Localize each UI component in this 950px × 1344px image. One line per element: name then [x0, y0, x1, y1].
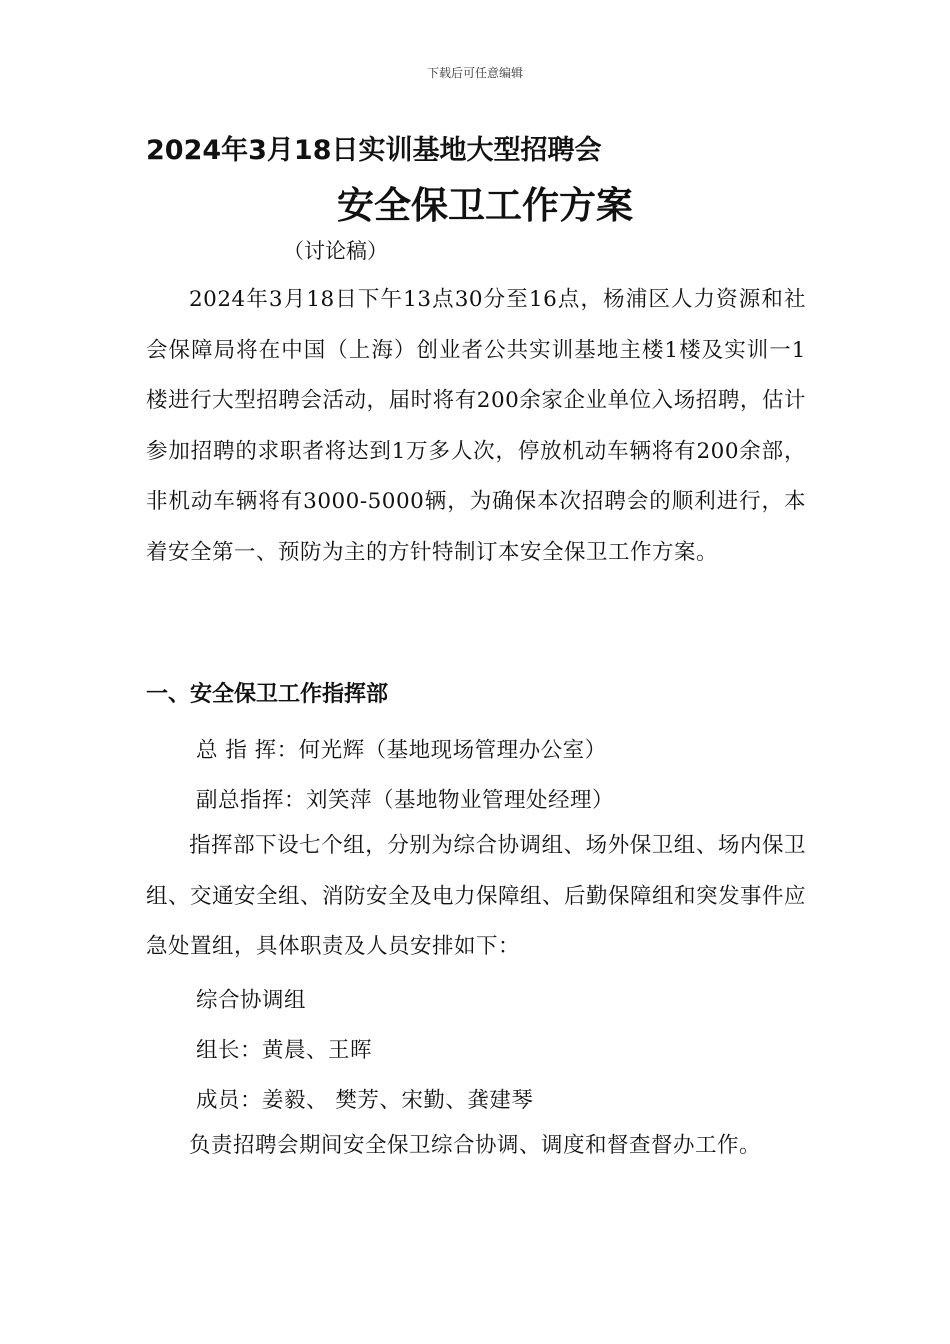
header-note: 下载后可任意编辑: [426, 66, 523, 80]
group-name: 综合协调组: [196, 988, 307, 1013]
commander-line: 总 指 挥：何光辉（基地现场管理办公室）: [196, 738, 607, 763]
section-heading: 一、安全保卫工作指挥部: [146, 682, 389, 707]
groups-paragraph: 指挥部下设七个组，分别为综合协调组、场外保卫组、场内保卫组、交通安全组、消防安全及电力保障组、后勤保障组和突发事件应急处置组，具体职责及人员安排如下：: [146, 833, 807, 959]
deputy-commander-line: 副总指挥：刘笑萍（基地物业管理处经理）: [196, 788, 615, 813]
document-title-line1: 2024年3月18日实训基地大型招聘会: [146, 135, 602, 166]
document-title-line2: 安全保卫工作方案: [337, 184, 633, 227]
draft-label: （讨论稿）: [283, 239, 388, 263]
intro-paragraph: 2024年3月18日下午13点30分至16点，杨浦区人力资源和社会保障局将在中国（上海）创业者公共实训基地主楼1楼及实训一1楼进行大型招聘会活动，届时将有200余家企业单位入场招聘，估计参加招聘的求职者将达到1万多人次，停放机动车辆将有200余部，非机动车辆将有3000-5000辆，为确保本次招聘会的顺利进行，本着安全第一、预防为主的方针特制订本安全保卫工作方案。: [146, 287, 806, 565]
group-leaders: 组长：黄晨、王晖: [196, 1038, 373, 1063]
group-duty-paragraph: 负责招聘会期间安全保卫综合协调、调度和督查督办工作。: [189, 1133, 762, 1158]
group-members: 成员：姜毅、 樊芳、宋勤、龚建琴: [196, 1088, 534, 1113]
